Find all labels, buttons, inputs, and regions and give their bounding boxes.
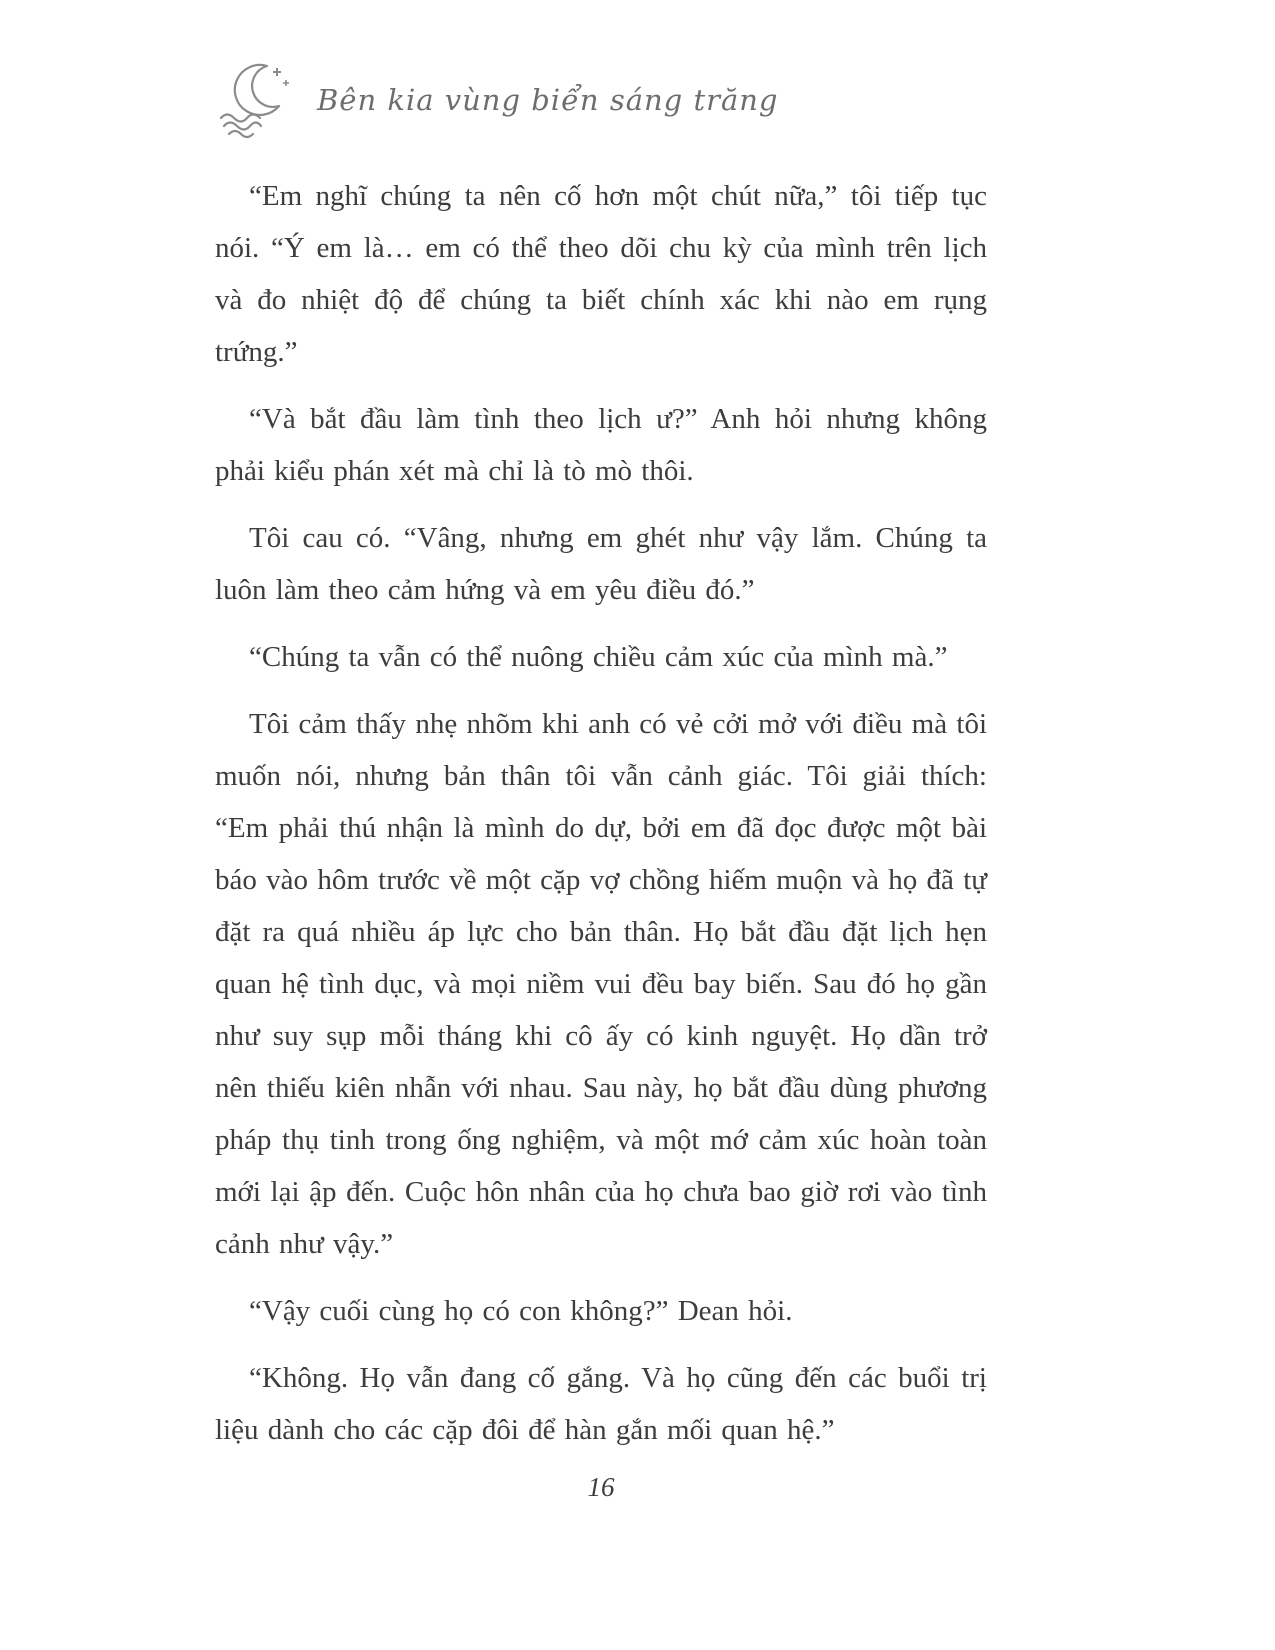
paragraph: “Vậy cuối cùng họ có con không?” Dean hỏi.: [249, 1295, 793, 1327]
page-footer: [215, 1472, 987, 1503]
paragraph: Tôi cau có. “Vâng, nhưng em ghét như vậy lắm. Chúng ta luôn làm theo cảm hứng và em yêu điều đó.”: [215, 522, 987, 606]
paragraph: Tôi cảm thấy nhẹ nhõm khi anh có vẻ cởi mở với điều mà tôi muốn nói, nhưng bản thân tôi vẫn cảnh giác. Tôi giải thích: “Em phải thú nhận là mình do dự, bởi em đã đọc được một bài báo vào hôm trước về một cặp vợ chồng hiếm muộn và họ đã tự đặt ra quá nhiều áp lực cho bản thân. Họ bắt đầu đặt lịch hẹn quan hệ tình dục, và mọi niềm vui đều bay biến. Sau đó họ gần như suy sụp mỗi tháng khi cô ấy có kinh nguyệt. Họ dần trở nên thiếu kiên nhẫn với nhau. Sau này, họ bắt đầu dùng phương pháp thụ tinh trong ống nghiệm, và một mớ cảm xúc hoàn toàn mới lại ập đến. Cuộc hôn nhân của họ chưa bao giờ rơi vào tình cảnh như vậy.”: [215, 708, 987, 1260]
paragraph: “Em nghĩ chúng ta nên cố hơn một chút nữa,” tôi tiếp tục nói. “Ý em là… em có thể theo dõi chu kỳ của mình trên lịch và đo nhiệt độ để chúng ta biết chính xác khi nào em rụng trứng.”: [215, 180, 987, 368]
page-number: 16: [587, 1472, 615, 1502]
paragraph: “Và bắt đầu làm tình theo lịch ư?” Anh hỏi nhưng không phải kiểu phán xét mà chỉ là tò mò thôi.: [215, 403, 987, 487]
book-title: Bên kia vùng biển sáng trăng: [317, 83, 779, 117]
page-body: [215, 170, 987, 1456]
moon-wave-logo-icon: [215, 60, 295, 140]
page-header: [215, 58, 987, 142]
paragraph: “Không. Họ vẫn đang cố gắng. Và họ cũng đến các buổi trị liệu dành cho các cặp đôi để hàn gắn mối quan hệ.”: [215, 1362, 987, 1446]
paragraph: “Chúng ta vẫn có thể nuông chiều cảm xúc của mình mà.”: [249, 641, 948, 673]
